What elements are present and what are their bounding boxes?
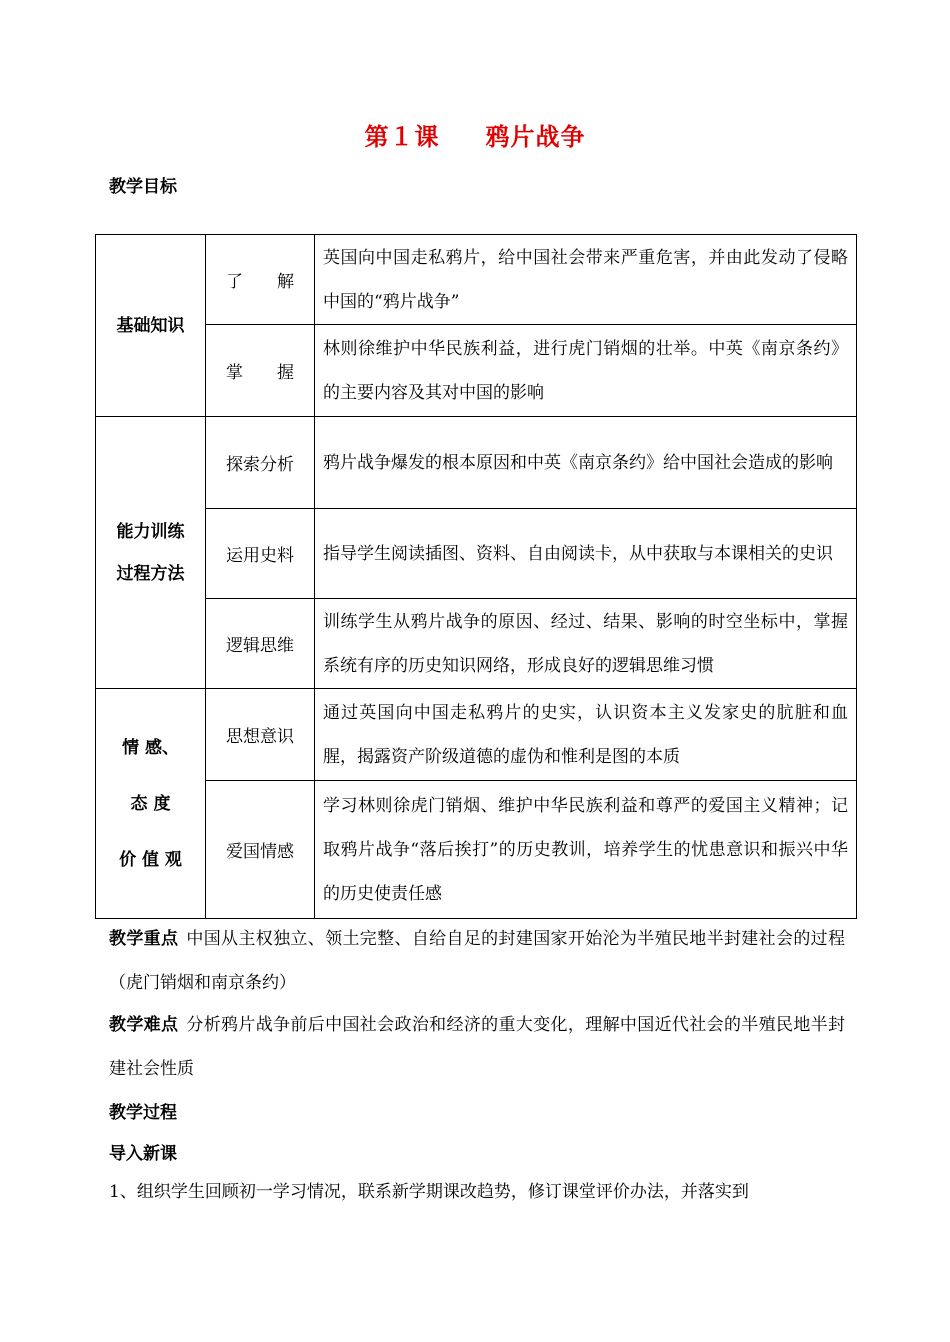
category-emotion xyxy=(96,689,206,919)
lesson-title xyxy=(0,117,950,152)
sub-label: 爱国情感 xyxy=(206,781,315,919)
table-row xyxy=(96,325,857,417)
category-line: 价 值 观 xyxy=(119,849,182,870)
category-basic: 基础知识 xyxy=(96,235,206,417)
table-row xyxy=(96,599,857,689)
sub-label: 思想意识 xyxy=(206,689,315,781)
difficulty-text: 分析鸦片战争前后中国社会政治和经济的重大变化，理解中国近代社会的半殖民地半封建社会性质 xyxy=(109,1015,846,1079)
difficulty-label: 教学难点 xyxy=(109,1015,179,1035)
table-row xyxy=(96,417,857,509)
objective-text: 训练学生从鸦片战争的原因、经过、结果、影响的时空坐标中，掌握系统有序的历史知识网络，形成良好的逻辑思维习惯 xyxy=(315,599,857,689)
table-row xyxy=(96,781,857,919)
category-line: 能力训练 xyxy=(116,521,185,542)
difficulty-paragraph xyxy=(109,1003,845,1091)
process-heading: 教学过程 xyxy=(109,1103,177,1123)
lesson-number: 第１课 xyxy=(364,122,440,151)
objective-text: 指导学生阅读插图、资料、自由阅读卡，从中获取与本课相关的史识 xyxy=(315,509,857,599)
objectives-table xyxy=(95,234,857,919)
objective-text: 英国向中国走私鸦片，给中国社会带来严重危害，并由此发动了侵略中国的“鸦片战争” xyxy=(315,235,857,325)
category-ability xyxy=(96,417,206,689)
objective-text: 林则徐维护中华民族利益，进行虎门销烟的壮举。中英《南京条约》的主要内容及其对中国的影响 xyxy=(315,325,857,417)
category-line: 过程方法 xyxy=(116,563,185,584)
step-1-text: 1、组织学生回顾初一学习情况，联系新学期课改趋势，修订课堂评价办法，并落实到 xyxy=(109,1182,749,1202)
table-row xyxy=(96,509,857,599)
objective-text: 学习林则徐虎门销烟、维护中华民族利益和尊严的爱国主义精神；记取鸦片战争“落后挨打”的历史教训，培养学生的忧患意识和振兴中华的历史使责任感 xyxy=(315,781,857,919)
intro-heading: 导入新课 xyxy=(109,1144,177,1164)
lesson-name: 鸦片战争 xyxy=(485,122,586,151)
key-point-label: 教学重点 xyxy=(109,929,179,949)
category-line: 态 度 xyxy=(130,793,171,814)
table-row xyxy=(96,689,857,781)
sub-label: 运用史料 xyxy=(206,509,315,599)
objective-text: 鸦片战争爆发的根本原因和中英《南京条约》给中国社会造成的影响 xyxy=(315,417,857,509)
sub-label: 逻辑思维 xyxy=(206,599,315,689)
objectives-heading: 教学目标 xyxy=(109,177,177,197)
sub-label: 探索分析 xyxy=(206,417,315,509)
table-row xyxy=(96,235,857,325)
key-point-text: 中国从主权独立、领土完整、自给自足的封建国家开始沦为半殖民地半封建社会的过程（虎门销烟和南京条约） xyxy=(109,929,846,993)
key-point-paragraph xyxy=(109,917,845,1005)
category-line: 情 感、 xyxy=(122,737,179,758)
objective-text: 通过英国向中国走私鸦片的史实，认识资本主义发家史的肮脏和血腥，揭露资产阶级道德的虚伪和惟利是图的本质 xyxy=(315,689,857,781)
sub-label: 掌 握 xyxy=(206,325,315,417)
sub-label: 了 解 xyxy=(206,235,315,325)
